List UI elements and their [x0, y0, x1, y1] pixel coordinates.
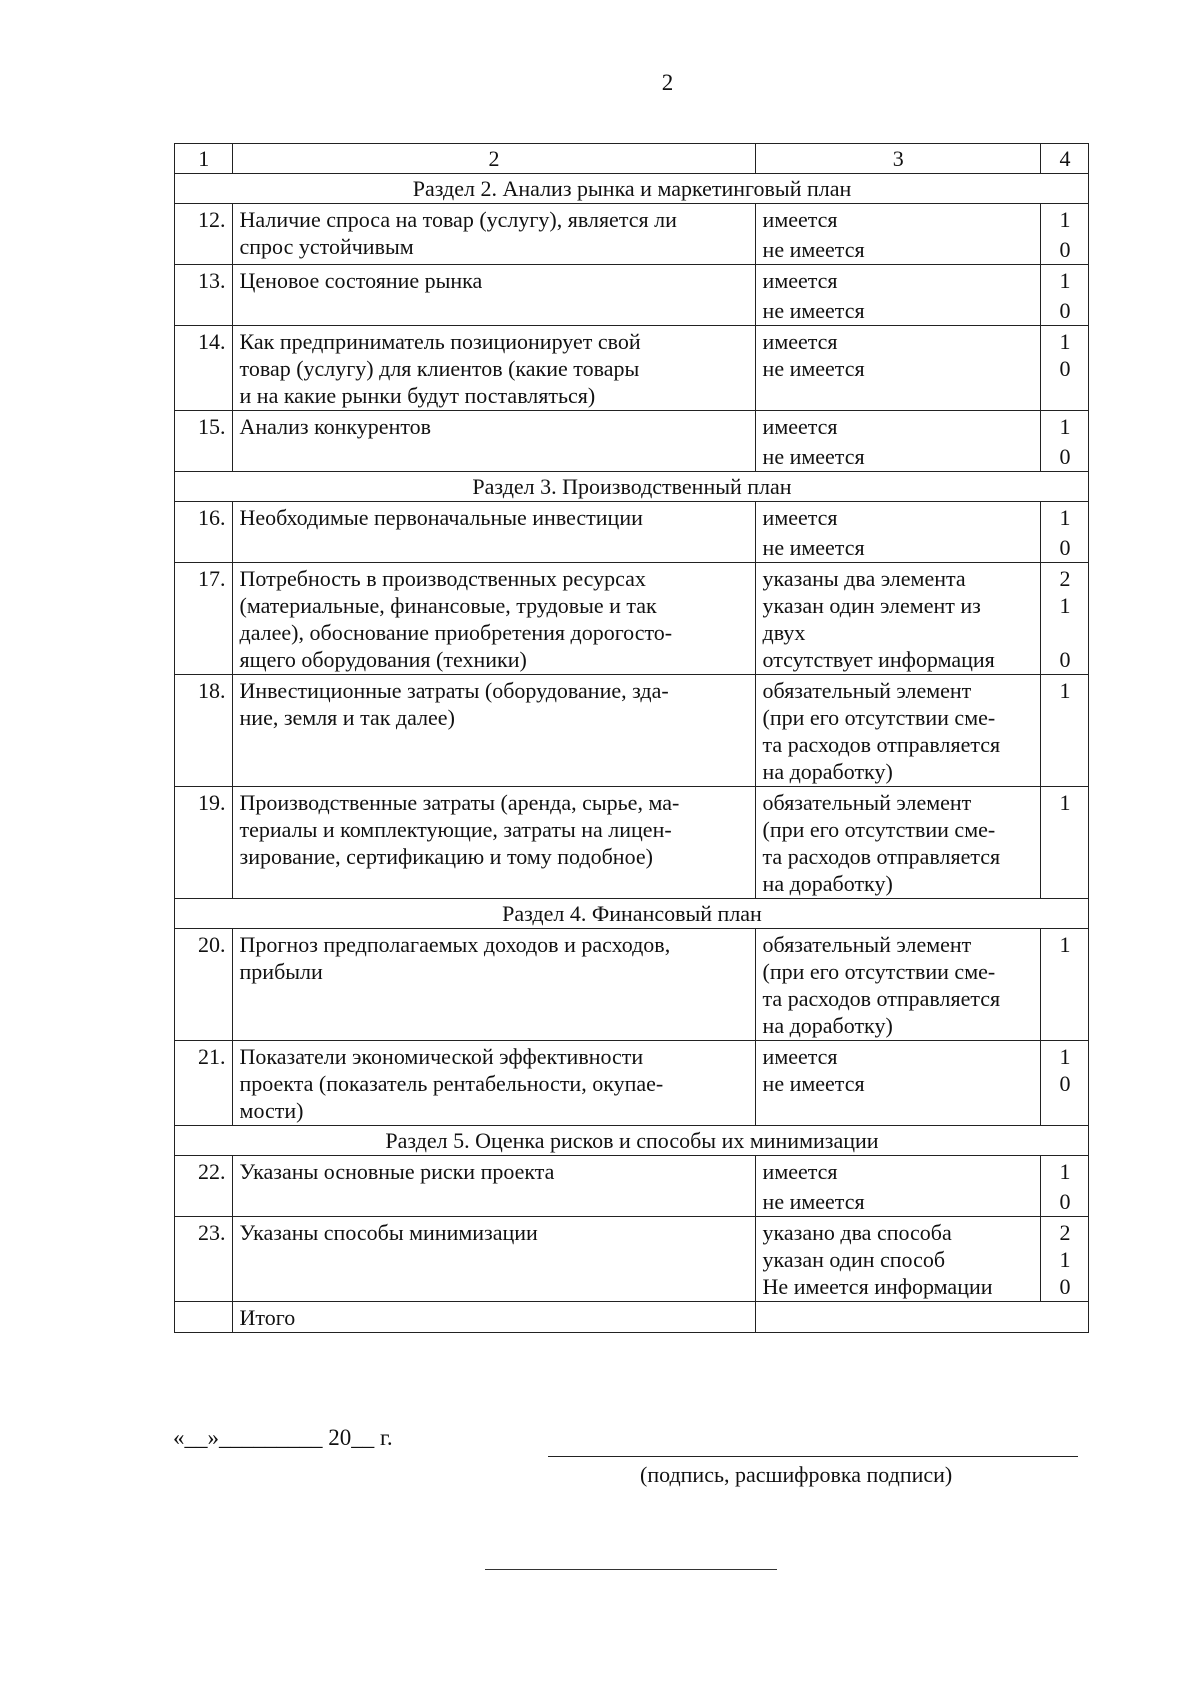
criterion-description [232, 929, 755, 1041]
score-value [1048, 619, 1082, 646]
score-values [1041, 787, 1089, 899]
row-number: 23. [175, 1217, 233, 1302]
description-line: Наличие спроса на товар (услугу), является ли [239, 207, 677, 232]
bottom-rule [485, 1569, 777, 1570]
table-row [175, 326, 1089, 411]
score-value: 2 [1059, 1220, 1071, 1245]
row-number: 14. [175, 326, 233, 411]
score-values [1041, 411, 1089, 472]
section-row [175, 1126, 1089, 1156]
score-values [1041, 1217, 1089, 1302]
option-line: отсутствует информация [762, 647, 995, 672]
evaluation-table [174, 143, 1089, 1333]
description-line: проекта (показатель рентабельности, окупае- [239, 1071, 664, 1096]
option-line: (при его отсутствии сме- [762, 817, 996, 842]
table-row [175, 1041, 1089, 1126]
row-number: 22. [175, 1156, 233, 1217]
criterion-description [232, 326, 755, 411]
score-values [1041, 929, 1089, 1041]
page-number: 2 [661, 70, 674, 95]
score-value: 1 [1059, 932, 1071, 957]
option-line: указаны два элемента [762, 566, 966, 591]
column-number-1: 1 [175, 144, 233, 174]
criterion-options [755, 326, 1040, 411]
option-line: не имеется [762, 1071, 865, 1096]
row-number: 17. [175, 563, 233, 675]
description-line: (материальные, финансовые, трудовые и так [239, 593, 657, 618]
score-value: 1 [1059, 505, 1071, 530]
description-line: Ценовое состояние рынка [239, 268, 483, 293]
score-values [1041, 204, 1089, 265]
option-line: не имеется [762, 298, 865, 323]
section-title: Раздел 2. Анализ рынка и маркетинговый план [175, 174, 1089, 204]
description-line: Прогноз предполагаемых доходов и расходов, [239, 932, 671, 957]
score-value: 1 [1059, 790, 1071, 815]
description-line: спрос устойчивым [239, 234, 414, 259]
score-values [1041, 326, 1089, 411]
column-number-4: 4 [1041, 144, 1089, 174]
table-row [175, 929, 1089, 1041]
criterion-description [232, 675, 755, 787]
criterion-options [755, 411, 1040, 472]
description-line: ящего оборудования (техники) [239, 647, 527, 672]
score-value: 1 [1059, 1044, 1071, 1069]
option-line: указан один способ [762, 1247, 946, 1272]
score-value: 1 [1059, 414, 1071, 439]
column-number-3: 3 [755, 144, 1040, 174]
description-line: и на какие рынки будут поставляться) [239, 383, 596, 408]
criterion-options [755, 675, 1040, 787]
score-values [1041, 675, 1089, 787]
description-line: Указаны способы минимизации [239, 1220, 538, 1245]
description-line: мости) [239, 1098, 304, 1123]
score-value: 0 [1059, 1274, 1071, 1299]
description-line: Необходимые первоначальные инвестиции [239, 505, 643, 530]
criterion-description [232, 502, 755, 563]
score-value: 1 [1059, 593, 1071, 618]
criterion-options [755, 563, 1040, 675]
option-line: имеется [762, 1044, 838, 1069]
description-line: прибыли [239, 959, 323, 984]
option-line: не имеется [762, 237, 865, 262]
description-line: Потребность в производственных ресурсах [239, 566, 646, 591]
total-number-cell [175, 1302, 233, 1333]
criterion-description [232, 787, 755, 899]
table-row [175, 1156, 1089, 1217]
criterion-options [755, 929, 1040, 1041]
row-number: 12. [175, 204, 233, 265]
total-value-cell [755, 1302, 1088, 1333]
score-values [1041, 265, 1089, 326]
score-value: 1 [1059, 678, 1071, 703]
score-value: 1 [1059, 329, 1071, 354]
total-label: Итого [232, 1302, 755, 1333]
option-line: имеется [762, 329, 838, 354]
score-value: 0 [1059, 444, 1071, 469]
description-line: Как предприниматель позиционирует свой [239, 329, 641, 354]
criterion-description [232, 1217, 755, 1302]
score-values [1041, 563, 1089, 675]
option-line: указан один элемент из [762, 593, 981, 618]
criterion-description [232, 1041, 755, 1126]
criterion-description [232, 563, 755, 675]
description-line: Инвестиционные затраты (оборудование, зда- [239, 678, 669, 703]
option-line: та расходов отправляется [762, 986, 1001, 1011]
table-row [175, 265, 1089, 326]
table-row [175, 675, 1089, 787]
criterion-options [755, 787, 1040, 899]
table-row [175, 502, 1089, 563]
criterion-description [232, 411, 755, 472]
criterion-description [232, 265, 755, 326]
description-line: Производственные затраты (аренда, сырье, ма- [239, 790, 680, 815]
option-line: обязательный элемент [762, 790, 972, 815]
row-number: 20. [175, 929, 233, 1041]
option-line: указано два способа [762, 1220, 952, 1245]
option-line: (при его отсутствии сме- [762, 959, 996, 984]
date-line: «__»_________ 20__ г. [173, 1425, 393, 1450]
table-row [175, 1217, 1089, 1302]
option-line: двух [762, 620, 806, 645]
total-row [175, 1302, 1089, 1333]
description-line: Анализ конкурентов [239, 414, 432, 439]
row-number: 16. [175, 502, 233, 563]
signature-caption: (подпись, расшифровка подписи) [640, 1462, 953, 1487]
description-line: товар (услугу) для клиентов (какие товары [239, 356, 640, 381]
table-row [175, 204, 1089, 265]
description-line: далее), обоснование приобретения дорогосто- [239, 620, 673, 645]
score-values [1041, 1156, 1089, 1217]
option-line: на доработку) [762, 759, 893, 784]
description-line: Указаны основные риски проекта [239, 1159, 555, 1184]
option-line: на доработку) [762, 871, 893, 896]
criterion-options [755, 1041, 1040, 1126]
section-row [175, 899, 1089, 929]
criterion-description [232, 1156, 755, 1217]
column-number-row [175, 144, 1089, 174]
option-line: имеется [762, 414, 838, 439]
option-line: Не имеется информации [762, 1274, 993, 1299]
row-number: 13. [175, 265, 233, 326]
description-line: ние, земля и так далее) [239, 705, 455, 730]
option-line: та расходов отправляется [762, 844, 1001, 869]
score-value: 0 [1059, 1071, 1071, 1096]
score-value: 0 [1059, 647, 1071, 672]
option-line: на доработку) [762, 1013, 893, 1038]
option-line: имеется [762, 1159, 838, 1184]
row-number: 15. [175, 411, 233, 472]
option-line: обязательный элемент [762, 932, 972, 957]
option-line: имеется [762, 268, 838, 293]
row-number: 18. [175, 675, 233, 787]
description-line: зирование, сертификацию и тому подобное) [239, 844, 653, 869]
score-value: 0 [1059, 356, 1071, 381]
score-values [1041, 1041, 1089, 1126]
option-line: имеется [762, 505, 838, 530]
section-title: Раздел 4. Финансовый план [175, 899, 1089, 929]
description-line: териалы и комплектующие, затраты на лицен- [239, 817, 672, 842]
score-value: 1 [1059, 268, 1071, 293]
option-line: обязательный элемент [762, 678, 972, 703]
score-value: 1 [1059, 207, 1071, 232]
table-row [175, 563, 1089, 675]
description-line: Показатели экономической эффективности [239, 1044, 644, 1069]
signature-line [548, 1456, 1078, 1457]
option-line: (при его отсутствии сме- [762, 705, 996, 730]
criterion-options [755, 1156, 1040, 1217]
criterion-options [755, 265, 1040, 326]
row-number: 19. [175, 787, 233, 899]
row-number: 21. [175, 1041, 233, 1126]
criterion-options [755, 502, 1040, 563]
score-value: 1 [1059, 1159, 1071, 1184]
score-value: 1 [1059, 1247, 1071, 1272]
score-value: 0 [1059, 1189, 1071, 1214]
criterion-description [232, 204, 755, 265]
option-line: та расходов отправляется [762, 732, 1001, 757]
score-value: 0 [1059, 298, 1071, 323]
section-title: Раздел 3. Производственный план [175, 472, 1089, 502]
score-value: 0 [1059, 535, 1071, 560]
option-line: не имеется [762, 444, 865, 469]
section-row [175, 472, 1089, 502]
criterion-options [755, 1217, 1040, 1302]
column-number-2: 2 [232, 144, 755, 174]
table-row [175, 411, 1089, 472]
option-line: не имеется [762, 356, 865, 381]
section-row [175, 174, 1089, 204]
score-value: 0 [1059, 237, 1071, 262]
option-line: не имеется [762, 1189, 865, 1214]
score-value: 2 [1059, 566, 1071, 591]
option-line: имеется [762, 207, 838, 232]
table-row [175, 787, 1089, 899]
section-title: Раздел 5. Оценка рисков и способы их минимизации [175, 1126, 1089, 1156]
score-values [1041, 502, 1089, 563]
criterion-options [755, 204, 1040, 265]
option-line: не имеется [762, 535, 865, 560]
